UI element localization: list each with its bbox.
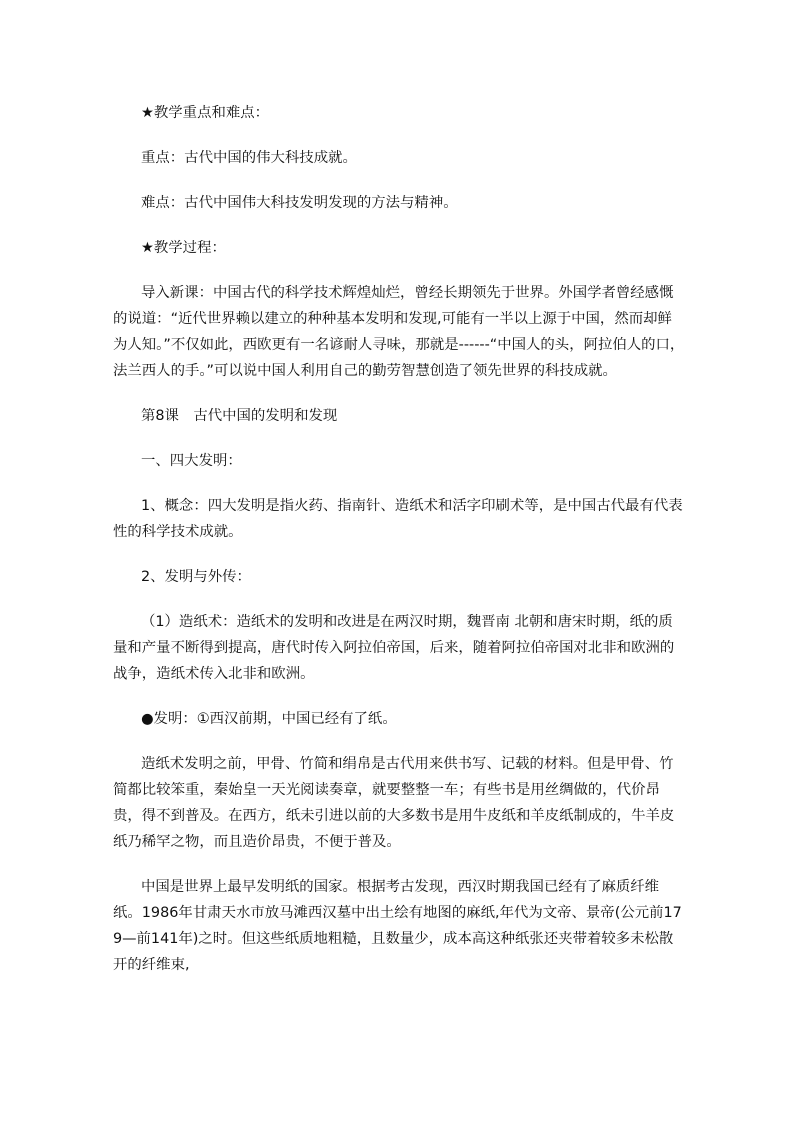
difficulty-point: 难点：古代中国伟大科技发明发现的方法与精神。 — [141, 195, 458, 211]
heading-teaching-focus: ★教学重点和难点： — [141, 105, 270, 121]
concept-paragraph: 1、概念：四大发明是指火药、指南针、造纸术和活字印刷术等，是中国古代最有代表性的科学技术成就。 — [113, 498, 683, 540]
papermaking-paragraph: （1）造纸术：造纸术的发明和改进是在两汉时期，魏晋南 北朝和唐宋时期，纸的质量和产量不断得到提高，唐代时传入阿拉伯帝国，后来，随着阿拉伯帝国对北非和欧洲的战争，造纸术传入北非和欧洲。 — [113, 614, 675, 682]
lesson-title: 第8课 古代中国的发明和发现 — [141, 408, 338, 424]
section-four-inventions: 一、四大发明： — [141, 453, 242, 469]
document-body — [113, 100, 685, 978]
heading-teaching-process: ★教学过程： — [141, 240, 226, 256]
spread-heading: 2、发明与外传： — [141, 569, 251, 585]
china-first-paragraph: 中国是世界上最早发明纸的国家。根据考古发现，西汉时期我国已经有了麻质纤维纸。1986年甘肃天水市放马滩西汉墓中出土绘有地图的麻纸,年代为文帝、景帝(公元前179—前141年)之时。但这些纸质地粗糙，且数量少，成本高这种纸张还夹带着较多未松散开的纤维束, — [113, 879, 682, 973]
invention-bullet: ●发明：①西汉前期，中国已经有了纸。 — [141, 711, 397, 727]
focus-point: 重点：古代中国的伟大科技成就。 — [141, 150, 357, 166]
before-paper-paragraph: 造纸术发明之前，甲骨、竹简和绢帛是古代用来供书写、记载的材料。但是甲骨、竹简都比较笨重，秦始皇一天光阅读奏章，就要整整一车；有些书是用丝绸做的，代价昂贵，得不到普及。在西方，纸未引进以前的大多数书是用牛皮纸和羊皮纸制成的，牛羊皮纸乃稀罕之物，而且造价昂贵，不便于普及。 — [113, 756, 675, 850]
intro-paragraph: 导入新课：中国古代的科学技术辉煌灿烂，曾经长期领先于世界。外国学者曾经感慨的说道：“近代世界赖以建立的种种基本发明和发现,可能有一半以上源于中国，然而却鲜为人知。”不仅如此，西欧更有一名谚耐人寻味，那就是------“中国人的头，阿拉伯人的口，法兰西人的手。”可以说中国人利用自己的勤劳智慧创造了领先世界的科技成就。 — [113, 285, 685, 379]
